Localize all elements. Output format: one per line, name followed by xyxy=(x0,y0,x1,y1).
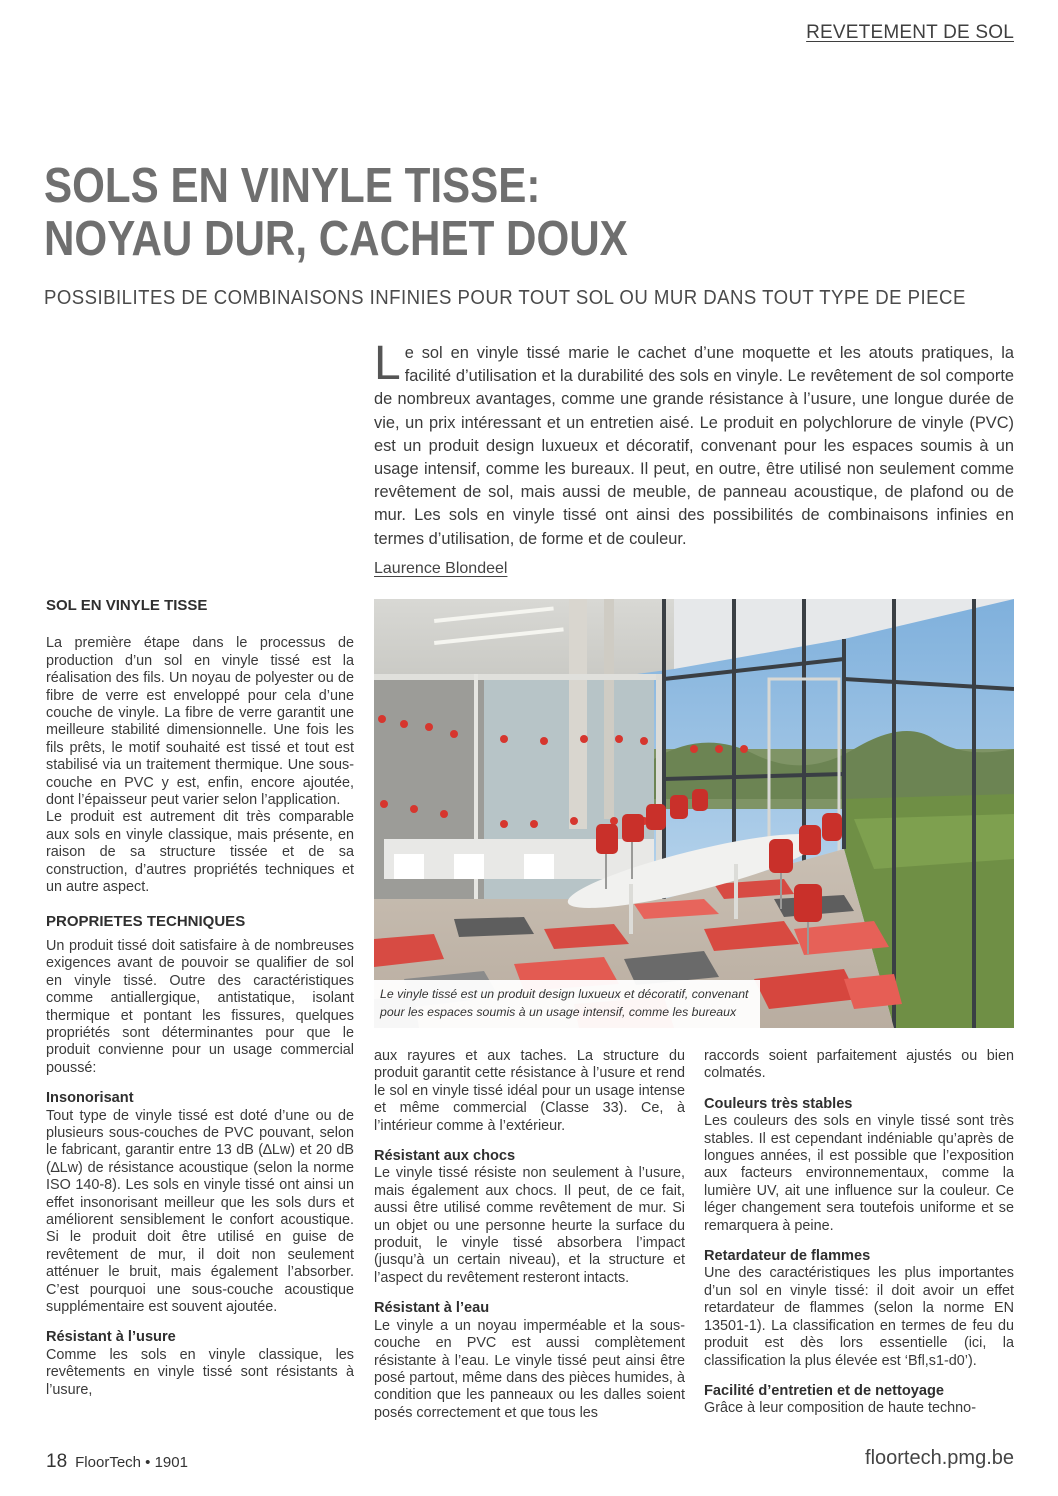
title-line-2: NOYAU DUR, CACHET DOUX xyxy=(44,212,628,266)
paragraph: Comme les sols en vinyle classique, les revêtements en vinyle tissé sont résistants à l’usure, xyxy=(46,1346,354,1398)
paragraph: Grâce à leur composition de haute techno- xyxy=(704,1400,976,1417)
website-link[interactable]: floortech.pmg.be xyxy=(865,1447,1014,1469)
footer-left xyxy=(46,1451,188,1473)
heading-proprietes-techniques: PROPRIETES TECHNIQUES xyxy=(46,912,246,930)
office-photo-illustration xyxy=(374,599,1014,1028)
paragraph: Le vinyle a un noyau imperméable et la sous-couche en PVC est aussi complètement résistante à l’eau. Le vinyle tissé peut ainsi être posé partout, même dans des pièces humides, à condition que les panneaux ou les dalles soient posés correctement et que tous les xyxy=(374,1317,685,1421)
paragraph: Le produit est autrement dit très comparable aux sols en vinyle classique, mais présente, en raison de sa structure tissée et de sa construction, d’autres propriétés techniques et un autre aspect. xyxy=(46,809,354,896)
page-number: 18 xyxy=(46,1451,68,1472)
title-line-1: SOLS EN VINYLE TISSE: xyxy=(44,159,541,213)
article-subtitle: POSSIBILITES DE COMBINAISONS INFINIES POUR TOUT SOL OU MUR DANS TOUT TYPE DE PIECE xyxy=(44,287,966,309)
paragraph: La première étape dans le processus de production d’un sol en vinyle tissé est la réalisation des fils. Un noyau de polyester ou de fibre de verre est enveloppé pour cela d’une couche de vinyle. La fibre de verre garantit une meilleure stabilité dimensionnelle. Une fois les fils prêts, le motif souhaité est tissé et tout est stabilisé via un traitement thermique. Une sous-couche en PVC y est, enfin, encore ajoutée, dont l’épaisseur peut varier selon l’application. xyxy=(46,635,354,809)
column-1 xyxy=(46,597,354,1399)
author-byline[interactable]: Laurence Blondeel xyxy=(374,560,508,577)
subheading-usure: Résistant à l’usure xyxy=(46,1329,176,1346)
article-title xyxy=(44,160,870,266)
subheading-chocs: Résistant aux chocs xyxy=(374,1148,516,1165)
intro-text: e sol en vinyle tissé marie le cachet d’une moquette et les atouts pratiques, la facilité d’utilisation et la durabilité des sols en vinyle. Le revêtement de sol comporte de nombreux avantages, comme une grande résistance à l’usure, une longue durée de vie, un prix intéressant et un entretien aisé. Le produit en polychlorure de vinyle (PVC) est un produit design luxueux et décoratif, convenant pour les espaces soumis à un usage intensif, comme les bureaux. Il peut, en outre, être utilisé non seulement comme revêtement de sol, mais aussi de meuble, de panneau acoustique, de plafond ou de mur. Les sols en vinyle tissé ont ainsi des possibilités de combinaisons infinies en termes d’utilisation, de forme et de couleur. xyxy=(374,344,1014,548)
office-photo xyxy=(374,599,1014,1028)
paragraph: Le vinyle tissé résiste non seulement à l’usure, mais également aux chocs. Il peut, de ce fait, aussi être utilisé comme revêtement de mur. Si un objet ou une personne heurte la surface du produit, le vinyle tissé absorbera l’impact (jusqu’à un certain niveau), et la structure et l’aspect du revêtement resteront intacts. xyxy=(374,1165,685,1286)
paragraph: aux rayures et aux taches. La structure du produit garantit cette résistance à l’usure et rend le sol en vinyle tissé idéal pour un usage intense et même commercial (Classe 33). Ce, à l’intérieur comme à l’extérieur. xyxy=(374,1048,685,1134)
section-tag: REVETEMENT DE SOL xyxy=(806,22,1014,43)
subheading-eau: Résistant à l’eau xyxy=(374,1300,490,1317)
subheading-couleurs: Couleurs très stables xyxy=(704,1095,853,1112)
heading-sol-en-vinyle-tisse: SOL EN VINYLE TISSE xyxy=(46,597,208,614)
column-2 xyxy=(374,1048,685,1422)
paragraph: Un produit tissé doit satisfaire à de nombreuses exigences avant de pouvoir se qualifier de sol en vinyle tissé. Outre des caractéristiques comme antiallergique, antistatique, isolant thermique et pontant les fissures, quelques propriétés sont déterminantes pour que le produit convienne pour un usage commercial poussé: xyxy=(46,937,354,1076)
photo-caption: Le vinyle tissé est un produit design luxueux et décoratif, convenant pour les espaces soumis à un usage intensif, comme les bureaux xyxy=(374,980,760,1028)
dropcap: L xyxy=(374,337,401,390)
subheading-flammes: Retardateur de flammes xyxy=(704,1248,871,1265)
intro-paragraph xyxy=(374,337,1014,551)
paragraph: Les couleurs des sols en vinyle tissé sont très stables. Il est cependant indéniable qu’après de longues années, il est possible que l’exposition aux facteurs environnementaux, comme la lumière UV, ait une influence sur la couleur. Ce léger changement sera toutefois uniforme et se remarquera à peine. xyxy=(704,1113,1014,1234)
column-3 xyxy=(704,1048,1014,1418)
paragraph: Tout type de vinyle tissé est doté d’une ou de plusieurs sous-couches de PVC pouvant, selon le fabricant, garantir entre 13 dB (∆Lw) et 20 dB (∆Lw) de résistance acoustique (selon la norme ISO 140-8). Les sols en vinyle tissé ont ainsi un effet insonorisant meilleur que les sols durs et améliorent sensiblement le confort acoustique. Si le produit doit être utilisé en guise de revêtement de mur, il doit non seulement atténuer le bruit, mais également l’absorber. C’est pourquoi une sous-couche acoustique supplémentaire est souvent ajoutée. xyxy=(46,1107,354,1316)
subheading-insonorisant: Insonorisant xyxy=(46,1090,134,1107)
paragraph: Une des caractéristiques les plus importantes d’un sol en vinyle tissé: il doit avoir un effet retardateur de flammes (selon la norme EN 13501-1). La classification en termes de feu du produit est dès lors essentielle (ici, la classification la plus élevée est ‘Bfl,s1-d0’). xyxy=(704,1265,1014,1369)
subheading-entretien: Facilité d’entretien et de nettoyage xyxy=(704,1382,945,1399)
magazine-issue: FloorTech • 1901 xyxy=(75,1454,188,1471)
paragraph: raccords soient parfaitement ajustés ou bien colmatés. xyxy=(704,1048,1014,1082)
